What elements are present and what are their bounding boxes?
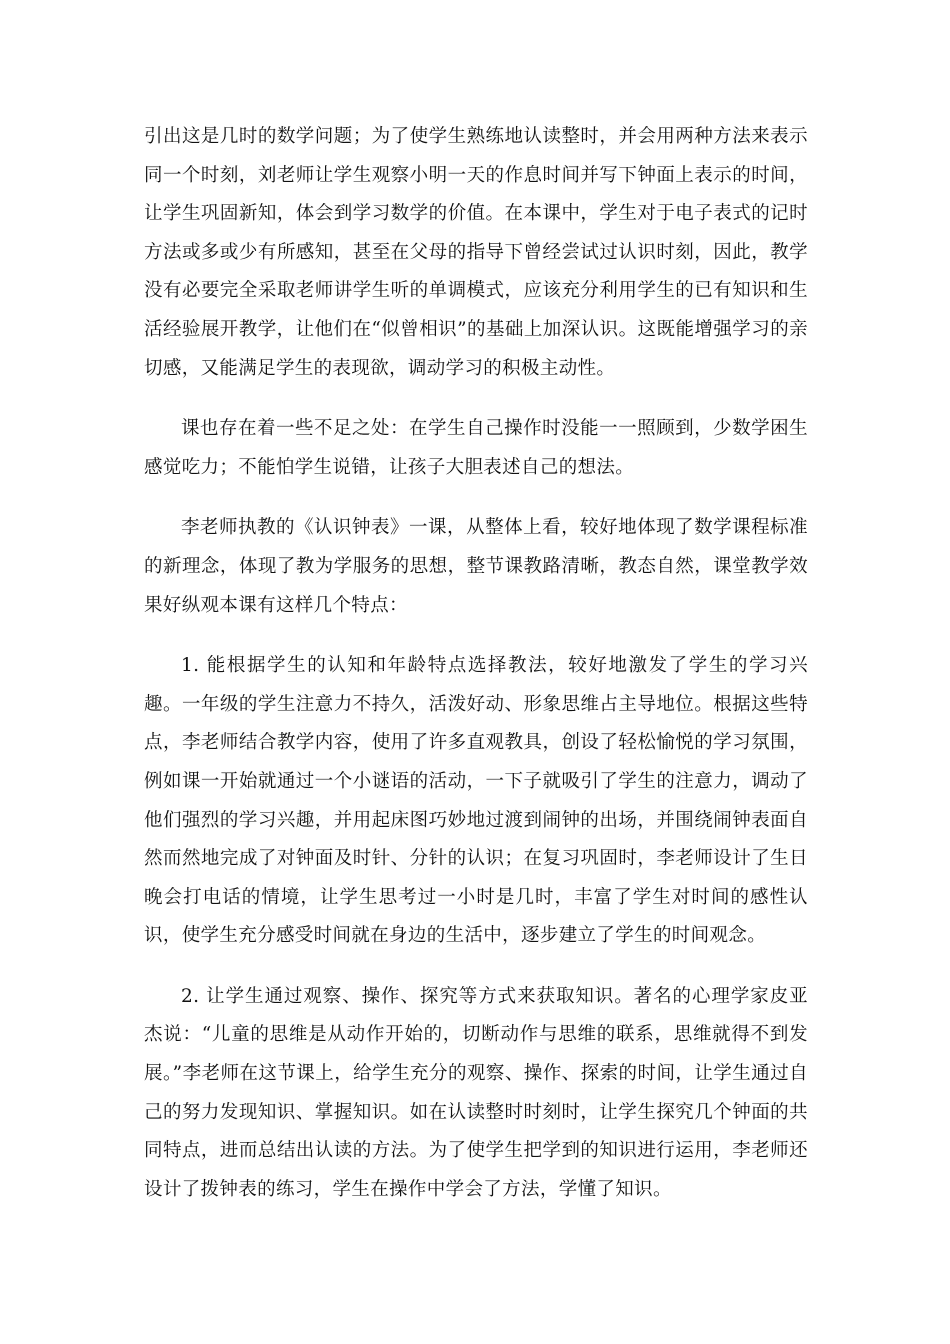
paragraph-1: 引出这是几时的数学问题；为了使学生熟练地认读整时，并会用两种方法来表示同一个时刻，刘老师让学生观察小明一天的作息时间并写下钟面上表示的时间，让学生巩固新知，体会到学习数学的价值。在本课中，学生对于电子表式的记时方法或多或少有所感知，甚至在父母的指导下曾经尝试过认识时刻，因此，教学没有必要完全采取老师讲学生听的单调模式，应该充分利用学生的已有知识和生活经验展开教学，让他们在“似曾相识”的基础上加深认识。这既能增强学习的亲切感，又能满足学生的表现欲，调动学习的积极主动性。 <box>144 126 808 379</box>
document-page <box>144 118 808 1209</box>
paragraph-5: 2. 让学生通过观察、操作、探究等方式来获取知识。著名的心理学家皮亚杰说：“儿童的思维是从动作开始的，切断动作与思维的联系，思维就得不到发展。”李老师在这节课上，给学生充分的观察、操作、探索的时间，让学生通过自己的努力发现知识、掌握知识。如在认读整时时刻时，让学生探究几个钟面的共同特点，进而总结出认读的方法。为了使学生把学到的知识进行运用，李老师还设计了拨钟表的练习，学生在操作中学会了方法，学懂了知识。 <box>144 985 808 1200</box>
paragraph-2: 课也存在着一些不足之处：在学生自己操作时没能一一照顾到，少数学困生感觉吃力；不能怕学生说错，让孩子大胆表述自己的想法。 <box>144 418 808 478</box>
paragraph-3: 李老师执教的《认识钟表》一课，从整体上看，较好地体现了数学课程标准的新理念，体现了教为学服务的思想，整节课教路清晰，教态自然，课堂教学效果好纵观本课有这样几个特点： <box>144 517 808 616</box>
paragraph-4: 1. 能根据学生的认知和年龄特点选择教法，较好地激发了学生的学习兴趣。一年级的学生注意力不持久，活泼好动、形象思维占主导地位。根据这些特点，李老师结合教学内容，使用了许多直观教具，创设了轻松愉悦的学习氛围，例如课一开始就通过一个小谜语的活动，一下子就吸引了学生的注意力，调动了他们强烈的学习兴趣，并用起床图巧妙地过渡到闹钟的出场，并围绕闹钟表面自然而然地完成了对钟面及时针、分针的认识；在复习巩固时，李老师设计了生日晚会打电话的情境，让学生思考过一小时是几时，丰富了学生对时间的感性认识，使学生充分感受时间就在身边的生活中，逐步建立了学生的时间观念。 <box>144 655 808 947</box>
